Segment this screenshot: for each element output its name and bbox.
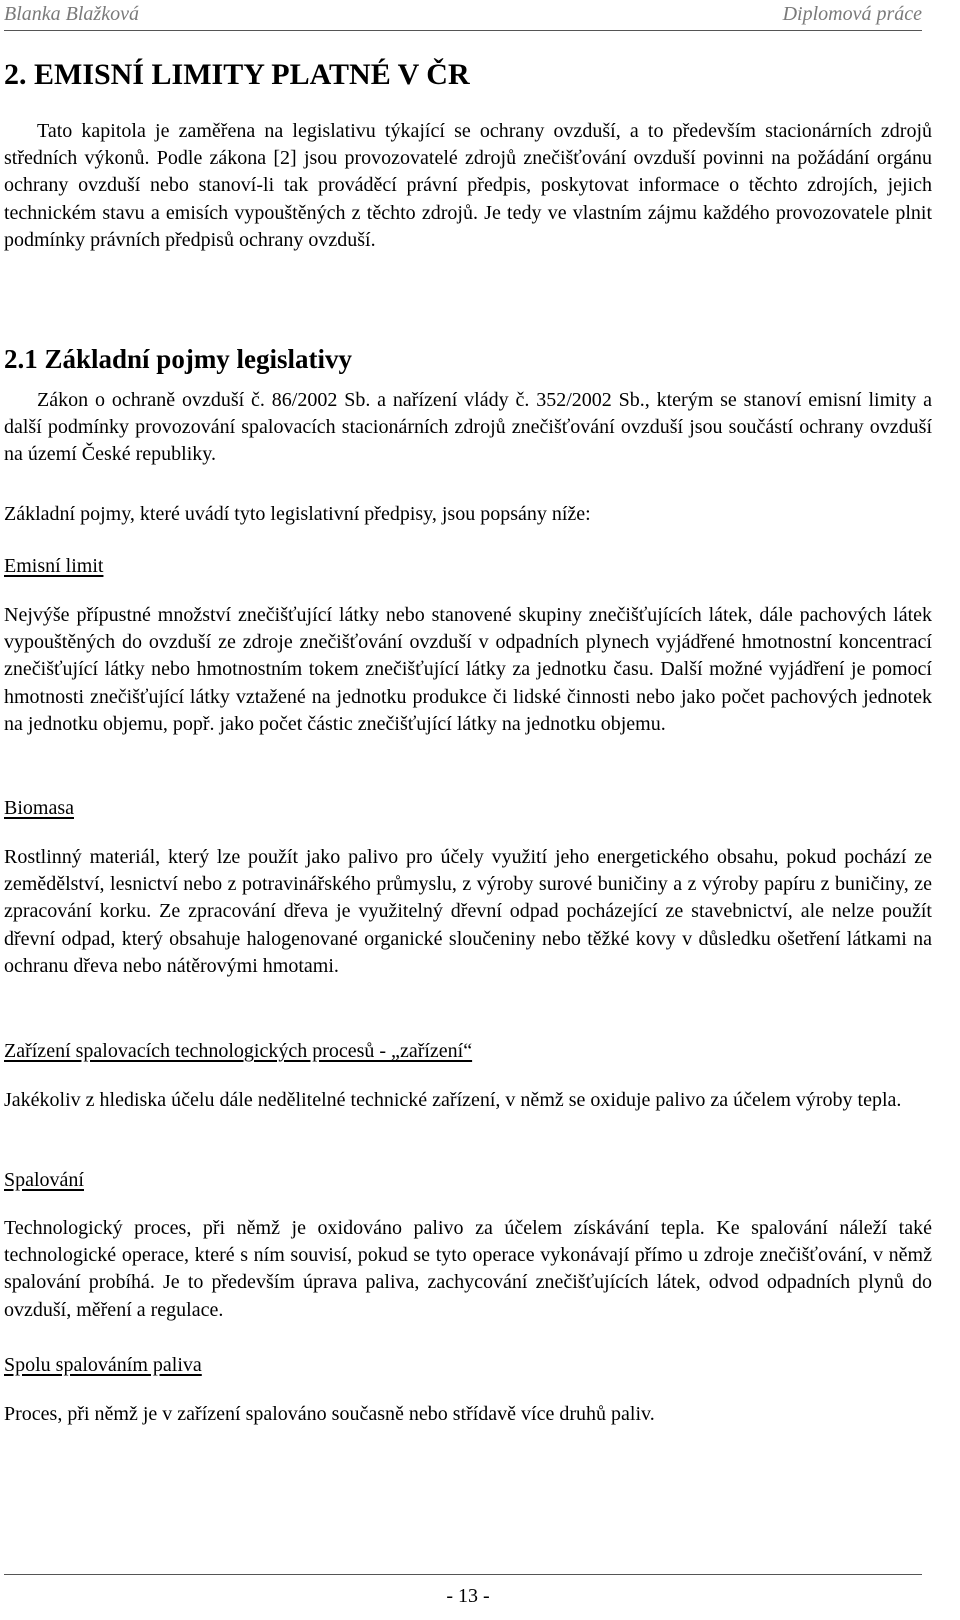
- term-definition-block: [4, 1087, 932, 1114]
- chapter-intro-block: [4, 118, 932, 254]
- term-heading-block: [4, 1352, 932, 1379]
- term-definition: Jakékoliv z hlediska účelu dále nedělitelné technické zařízení, v němž se oxiduje palivo za účelem výroby tepla.: [4, 1089, 902, 1111]
- footer-rule: [4, 1574, 922, 1575]
- header-rule: [4, 30, 922, 31]
- term-heading-block: [4, 795, 932, 822]
- term-heading: Emisní limit: [4, 555, 104, 577]
- term-heading: Spalování: [4, 1169, 84, 1191]
- term-definition-block: [4, 844, 932, 980]
- header-doc-type: Diplomová práce: [782, 3, 922, 25]
- chapter-intro-paragraph: Tato kapitola je zaměřena na legislativu týkající se ochrany ovzduší, a to především stacionárních zdrojů středních výkonů. Podle zákona [2] jsou provozovatelé zdrojů znečišťování ovzduší povinni na požádání orgánu ochrany ovzduší nebo stanoví-li tak prováděcí právní předpis, poskytovat informace o těchto zdrojích, jejich technickém stavu a emisích vypouštěných z těchto zdrojů. Je tedy ve vlastním zájmu každého provozovatele plnit podmínky právních předpisů ochrany ovzduší.: [4, 120, 932, 251]
- term-definition: Rostlinný materiál, který lze použít jako palivo pro účely využití jeho energetického obsahu, pokud pochází ze zemědělství, lesnictví nebo z potravinářského průmyslu, z výroby surové buničiny a z výroby papíru z buničiny, ze zpracování korku. Ze zpracování dřeva je využitelný dřevní odpad pocházející ze stavebnictví, ale nelze použít dřevní odpad, který obsahuje halogenované organické sloučeniny nebo těžké kovy v důsledku ošetření látkami na ochranu dřeva nebo nátěrovými hmotami.: [4, 846, 932, 977]
- term-definition: Technologický proces, při němž je oxidováno palivo za účelem získávání tepla. Ke spalování náleží také technologické operace, které s ním souvisí, pokud se tyto operace vykonávají přímo u zdroje znečišťování, v němž spalování probíhá. Je to především úprava paliva, zachycování znečišťujících látek, odvod odpadních plynů do ovzduší, měření a regulace.: [4, 1217, 932, 1321]
- term-definition: Proces, při němž je v zařízení spalováno současně nebo střídavě více druhů paliv.: [4, 1403, 655, 1425]
- section-paragraph-2: Základní pojmy, které uvádí tyto legislativní předpisy, jsou popsány níže:: [4, 503, 591, 525]
- page-number: - 13 -: [446, 1585, 490, 1607]
- header-author: Blanka Blažková: [4, 3, 139, 25]
- chapter-title: 2. EMISNÍ LIMITY PLATNÉ V ČR: [4, 58, 470, 91]
- section-title: 2.1 Základní pojmy legislativy: [4, 344, 353, 374]
- section-paragraph-1-block: [4, 387, 932, 469]
- term-definition-block: [4, 1215, 932, 1324]
- term-definition: Nejvýše přípustné množství znečišťující látky nebo stanovené skupiny znečišťujících látek, dále pachových látek vypouštěných do ovzduší ze zdroje znečišťování ovzduší v odpadních plynech vyjádřené hmotnostní koncentrací znečišťující látky nebo hmotnostním tokem znečišťující látky za jednotku času. Další možné vyjádření je pomocí hmotnosti znečišťující látky vztažené na jednotku produkce či lidské činnosti nebo jako počet pachových jednotek na jednotku objemu, popř. jako počet částic znečišťující látky na jednotku objemu.: [4, 604, 932, 735]
- section-paragraph-2-block: [4, 501, 932, 528]
- term-definition-block: [4, 1401, 932, 1428]
- term-heading-block: [4, 1167, 932, 1194]
- term-heading-block: [4, 1038, 932, 1065]
- term-definition-block: [4, 602, 932, 738]
- running-header: [4, 2, 922, 26]
- term-heading: Zařízení spalovacích technologických procesů - „zařízení“: [4, 1040, 473, 1062]
- section-paragraph-1: Zákon o ochraně ovzduší č. 86/2002 Sb. a nařízení vlády č. 352/2002 Sb., kterým se stanoví emisní limity a další podmínky provozování spalovacích stacionárních zdrojů znečišťování ovzduší jsou součástí ochrany ovzduší na území České republiky.: [4, 389, 932, 466]
- term-heading: Biomasa: [4, 797, 74, 819]
- term-heading: Spolu spalováním paliva: [4, 1354, 202, 1376]
- term-heading-block: [4, 553, 932, 580]
